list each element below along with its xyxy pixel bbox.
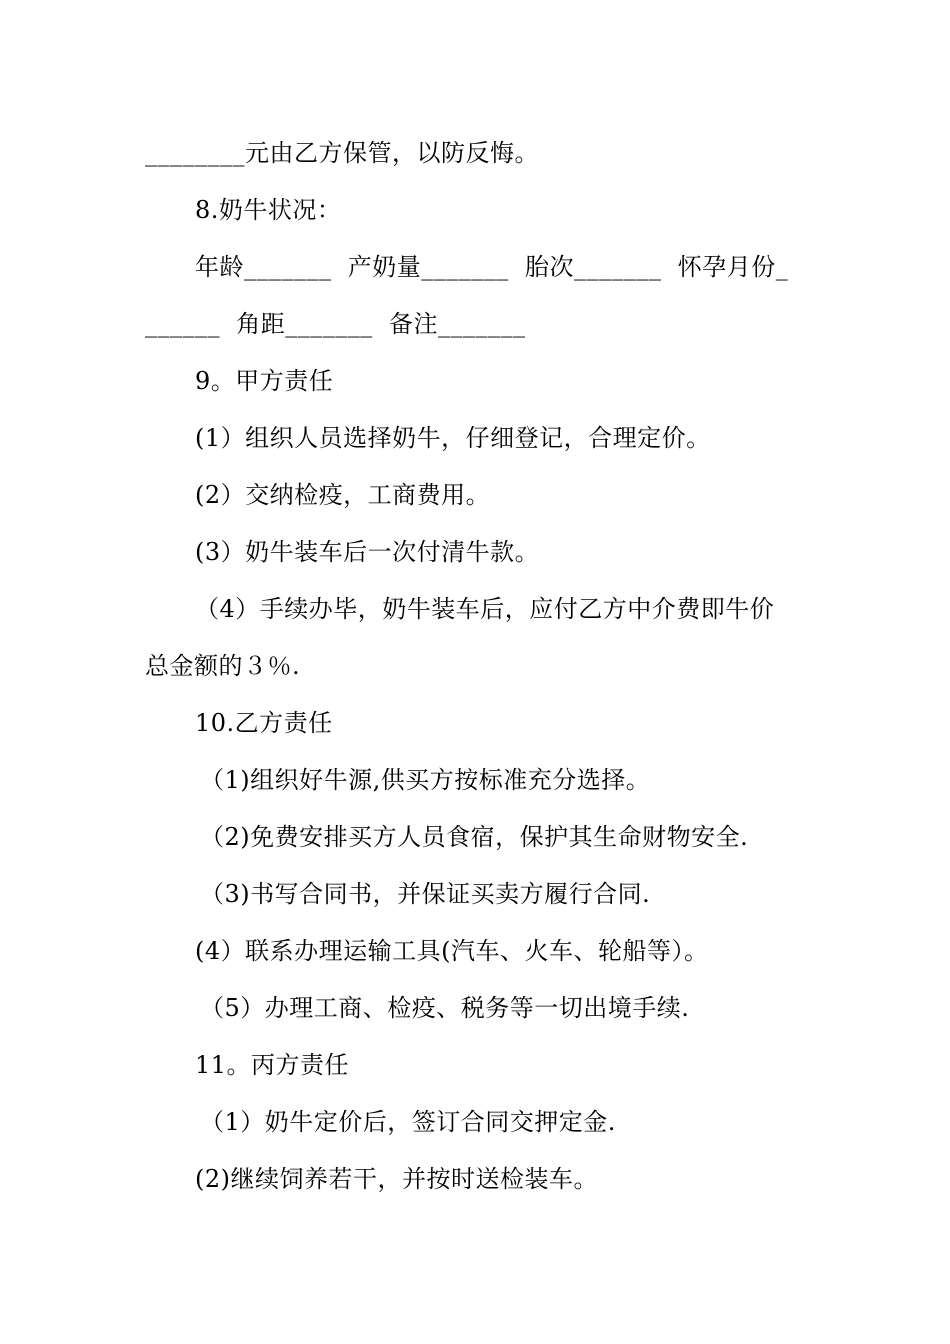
party-b-item-1: （1)组织好牛源,供买方按标准充分选择。 (200, 766, 651, 794)
party-a-item-1: (1）组织人员选择奶牛，仔细登记，合理定价。 (195, 424, 711, 452)
party-b-item-5: （5）办理工商、检疫、税务等一切出境手续. (200, 994, 690, 1022)
party-c-item-2: (2)继续饲养若干，并按时送检装车。 (195, 1165, 598, 1193)
party-b-item-3: （3)书写合同书，并保证买卖方履行合同. (200, 880, 651, 908)
text-line-1: ________元由乙方保管，以防反悔。 (145, 139, 539, 167)
cow-status-fields-1: 年龄_______ 产奶量_______ 胎次_______ 怀孕月份_ (195, 253, 789, 281)
party-a-item-4: （4）手续办毕，奶牛装车后，应付乙方中介费即牛价 (195, 595, 775, 623)
party-a-item-4-cont: 总金额的３％. (145, 652, 301, 680)
cow-status-fields-2: ______ 角距_______ 备注_______ (145, 310, 526, 338)
section-9-heading: 9。甲方责任 (195, 367, 334, 395)
section-8-heading: 8.奶牛状况： (195, 196, 342, 224)
section-10-heading: 10.乙方责任 (195, 709, 333, 737)
party-b-item-2: （2)免费安排买方人员食宿，保护其生命财物安全. (200, 823, 749, 851)
party-a-item-3: (3）奶牛装车后一次付清牛款。 (195, 538, 540, 566)
party-a-item-2: (2）交纳检疫，工商费用。 (195, 481, 491, 509)
section-11-heading: 11。丙方责任 (195, 1051, 350, 1079)
party-b-item-4: (4）联系办理运输工具(汽车、火车、轮船等）。 (195, 937, 709, 965)
party-c-item-1: （1）奶牛定价后，签订合同交押定金. (200, 1108, 616, 1136)
